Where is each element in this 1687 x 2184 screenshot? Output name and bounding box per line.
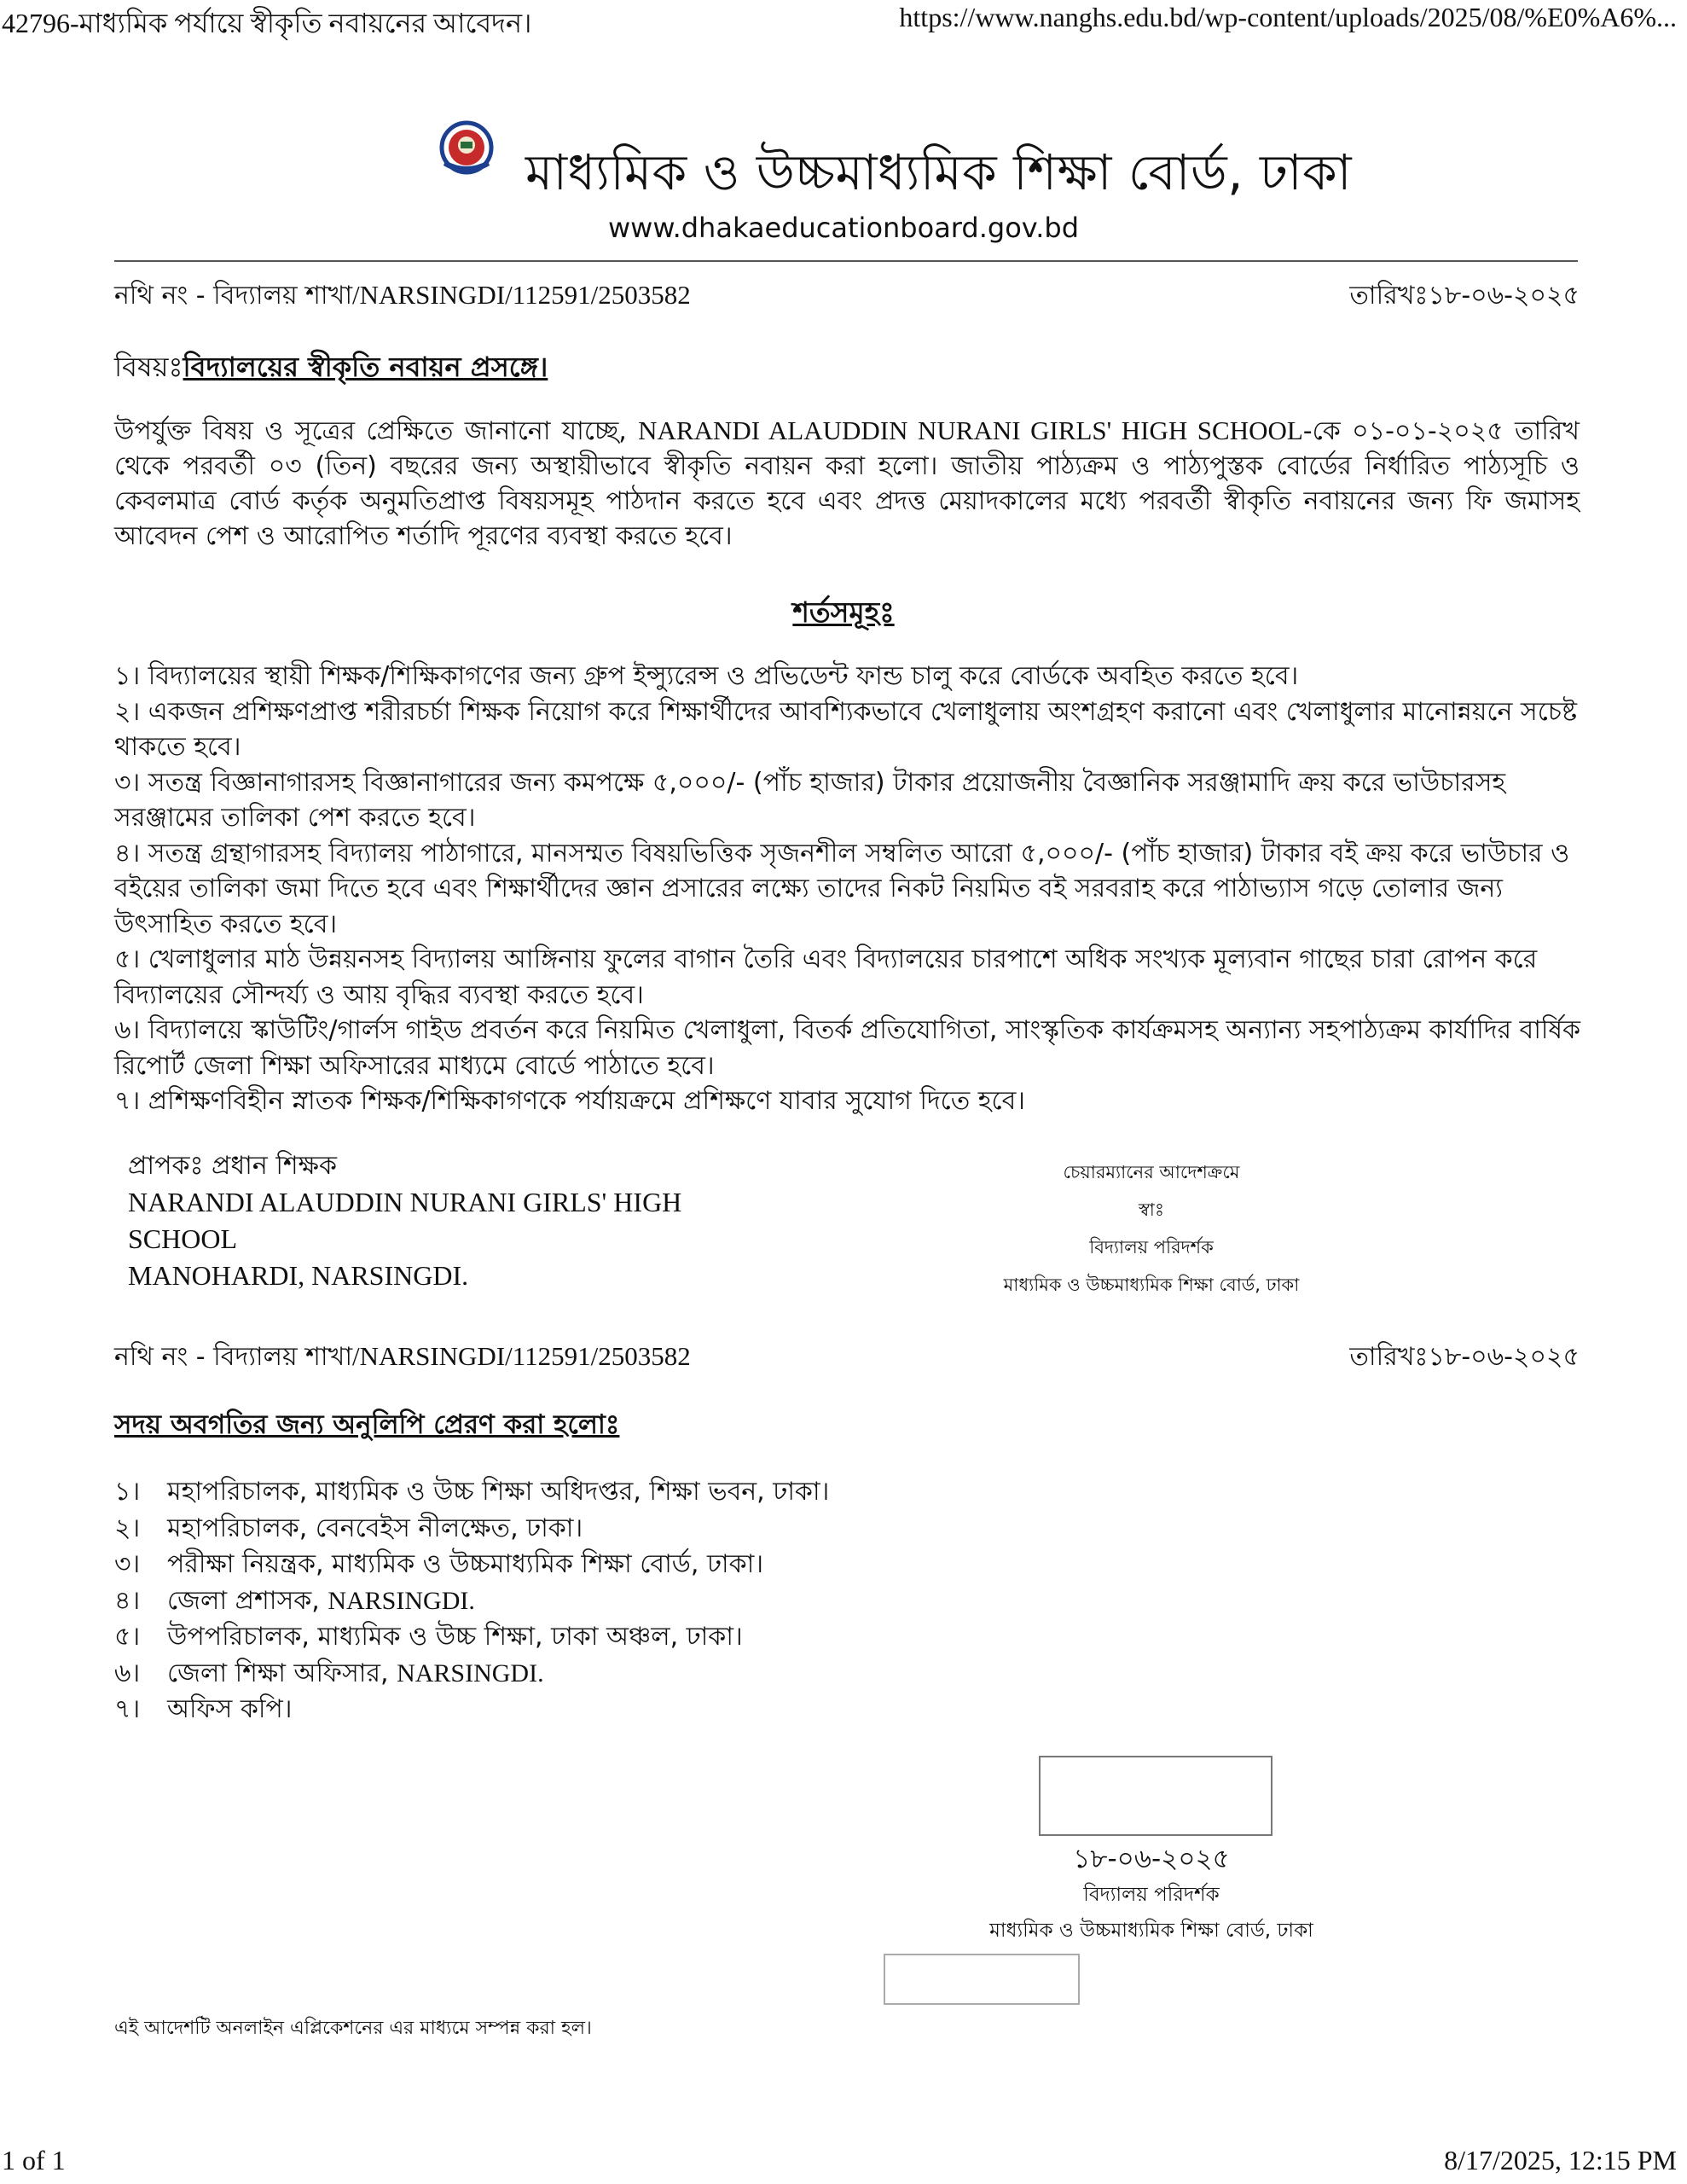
condition-item: ১। বিদ্যালয়ের স্থায়ী শিক্ষক/শিক্ষিকাগণের জন্য গ্রুপ ইন্স্যুরেন্স ও প্রভিডেন্ট ফান্ড চালু করে বোর্ডকে অবহিত করতে হবে। [114,661,1299,691]
copy-item: ৩। পরীক্ষা নিয়ন্ত্রক, মাধ্যমিক ও উচ্চমাধ্যমিক শিক্ষা বোর্ড, ঢাকা। [114,1549,764,1579]
subject-line [114,346,548,392]
print-header-title: 42796-মাধ্যমিক পর্যায়ে স্বীকৃতি নবায়নের আবেদন। [2,8,532,38]
print-footer-page-count: 1 of 1 [2,2145,66,2175]
memo-date-label-copy: তারিখঃ [1349,1342,1429,1372]
memo-reference [114,275,691,318]
recipient-label: প্রাপকঃ প্রধান শিক্ষক [128,1151,337,1181]
condition-item: ৫। খেলাধুলার মাঠ উন্নয়নসহ বিদ্যালয় আঙ্গিনায় ফুলের বাগান তৈরি এবং বিদ্যালয়ের চারপাশে অধিক সংখ্যক মূল্যবান গাছের চারা রোপন করে বিদ্যালয়ের সৌন্দর্য্য ও আয় বৃদ্ধির ব্যবস্থা করতে হবে। [114,944,1538,1010]
board-title: মাধ্যমিক ও উচ্চমাধ্যমিক শিক্ষা বোর্ড, ঢাকা [525,143,1353,201]
condition-item: ৬। বিদ্যালয়ে স্কাউটিং/গার্লস গাইড প্রবর্তন করে নিয়মিত খেলাধুলা, বিতর্ক প্রতিযোগিতা, সাংস্কৃতিক কার্যক্রমসহ অন্যান্য সহপাঠ্যক্রম কার্যাদির বার্ষিক রিপোর্ট জেলা শিক্ষা অফিসারের মাধ্যমে বোর্ডে পাঠাতে হবে। [114,1015,1581,1081]
body-school-name: NARANDI ALAUDDIN NURANI GIRLS' HIGH SCHOOL [638,415,1303,445]
condition-item: ৩। সতন্ত্র বিজ্ঞানাগারসহ বিজ্ঞানাগারের জন্য কমপক্ষে ৫,০০০/- (পাঁচ হাজার) টাকার প্রয়োজনীয় বৈজ্ঞানিক সরঞ্জামাদি ক্রয় করে ভাউচারসহ সরঞ্জামের তালিকা পেশ করতে হবে। [114,767,1506,833]
copies-list [114,1474,1223,1728]
signature-block-chairman-order [938,1153,1365,1304]
memo-reference-copy [114,1336,691,1380]
print-footer-timestamp: 8/17/2025, 12:15 PM [1444,2145,1677,2175]
memo-ref-code-copy: /NARSINGDI/112591/2503582 [352,1341,691,1371]
copy-item: ১। মহাপরিচালক, মাধ্যমিক ও উচ্চ শিক্ষা অধিদপ্তর, শিক্ষা ভবন, ঢাকা। [114,1477,830,1507]
signature2-line-2: মাধ্যমিক ও উচ্চমাধ্যমিক শিক্ষা বোর্ড, ঢাকা [989,1920,1313,1942]
recipient-line-1: NARANDI ALAUDDIN NURANI GIRLS' HIGH [128,1187,682,1217]
memo-ref-code: /NARSINGDI/112591/2503582 [352,280,691,310]
conditions-list [114,659,1581,1119]
recipient-line-2: SCHOOL [128,1223,238,1254]
copies-heading: সদয় অবগতির জন্য অনুলিপি প্রেরণ করা হলোঃ [114,1409,620,1440]
signature1-line-4: মাধ্যমিক ও উচ্চমাধ্যমিক শিক্ষা বোর্ড, ঢাকা [1003,1275,1300,1295]
copy-item: ৪। জেলা প্রশাসক, NARSINGDI. [114,1585,475,1616]
condition-item: ৭। প্রশিক্ষণবিহীন স্নাতক শিক্ষক/শিক্ষিকাগণকে পর্যায়ক্রমে প্রশিক্ষণে যাবার সুযোগ দিতে হবে। [114,1086,1026,1116]
signature1-line-1: চেয়ারম্যানের আদেশক্রমে [1063,1162,1240,1182]
subject-label: বিষয়ঃ [114,351,183,383]
memo-date-copy [1349,1336,1580,1380]
memo-date-value: ১৮-০৬-২০২৫ [1428,281,1580,311]
conditions-heading: শর্তসমূহঃ [792,595,895,629]
body-part1: উপর্যুক্ত বিষয় ও সূত্রের প্রেক্ষিতে জানানো যাচ্ছে, [114,416,627,446]
memo-ref-prefix: নথি নং - বিদ্যালয় শাখা [114,281,353,311]
signature2-date: ১৮-০৬-২০২৫ [1073,1844,1230,1874]
subject-text: বিদ্যালয়ের স্বীকৃতি নবায়ন প্রসঙ্গে। [183,351,548,383]
copy-item: ৭। অফিস কপি। [114,1694,293,1724]
copy-item: ২। মহাপরিচালক, বেনবেইস নীলক্ষেত, ঢাকা। [114,1513,583,1543]
memo-date-label: তারিখঃ [1349,281,1429,311]
recipient-block [128,1147,725,1294]
condition-item: ৪। সতন্ত্র গ্রন্থাগারসহ বিদ্যালয় পাঠাগারে, মানসম্মত বিষয়ভিত্তিক সৃজনশীল সম্বলিত আরো ৫,০০০/- (পাঁচ হাজার) টাকার বই ক্রয় করে ভাউচার ও বইয়ের তালিকা জমা দিতে হবে এবং শিক্ষার্থীদের জ্ঞান প্রসারের লক্ষ্যে তাদের নিকট নিয়মিত বই সরবরাহ করে পাঠাভ্যাস গড়ে তোলার জন্য উৎসাহিত করতে হবে। [114,838,1570,939]
copy-item: ৬। জেলা শিক্ষা অফিসার, NARSINGDI. [114,1658,544,1688]
online-processing-note: এই আদেশটি অনলাইন এপ্লিকেশনের এর মাধ্যমে সম্পন্ন করা হল। [114,2018,592,2039]
header-divider [114,260,1578,262]
signature2-line-1: বিদ্যালয় পরিদর্শক [1083,1884,1220,1906]
recipient-line-3: MANOHARDI, NARSINGDI. [128,1260,469,1291]
board-website: www.dhakaeducationboard.gov.bd [607,212,1080,244]
signature-block-inspector [921,1841,1382,1949]
memo-date-value-copy: ১৮-০৬-২০২৫ [1428,1342,1580,1372]
signature-image-placeholder [1039,1756,1272,1836]
signature1-line-3: বিদ্যালয় পরিদর্শক [1089,1237,1214,1258]
memo-ref-prefix-copy: নথি নং - বিদ্যালয় শাখা [114,1342,353,1372]
signature1-line-2: স্বাঃ [1138,1199,1165,1220]
body-part2: -কে ০১-০১-২০২৫ তারিখ থেকে পরবর্তী ০৩ (তিন) বছরের জন্য অস্থায়ীভাবে স্বীকৃতি নবায়ন করা হলো। জাতীয় পাঠ্যক্রম ও পাঠ্যপুস্তক বোর্ডের নির্ধারিত পাঠ্যসূচি ও কেবলমাত্র বোর্ড কর্তৃক অনুমতিপ্রাপ্ত বিষয়সমূহ পাঠদান করতে হবে এবং প্রদত্ত মেয়াদকালের মধ্যে পরবর্তী স্বীকৃতি নবায়নের জন্য ফি জমাসহ আবেদন পেশ ও আরোপিত শর্তাদি পূরণের ব্যবস্থা করতে হবে। [114,416,1580,551]
print-header-url: https://www.nanghs.edu.bd/wp-content/uploads/2025/08/%E0%A6%... [899,2,1677,32]
copy-item: ৫। উপপরিচালক, মাধ্যমিক ও উচ্চ শিক্ষা, ঢাকা অঞ্চল, ঢাকা। [114,1622,743,1652]
memo-date [1349,275,1580,318]
body-paragraph [114,413,1580,554]
seal-image-placeholder [884,1954,1080,2005]
board-emblem-icon [437,119,496,179]
condition-item: ২। একজন প্রশিক্ষণপ্রাপ্ত শরীরচর্চা শিক্ষক নিয়োগ করে শিক্ষার্থীদের আবশ্যিকভাবে খেলাধুলায় অংশগ্রহণ করানো এবং খেলাধুলার মানোন্নয়নে সচেষ্ট থাকতে হবে। [114,696,1577,762]
